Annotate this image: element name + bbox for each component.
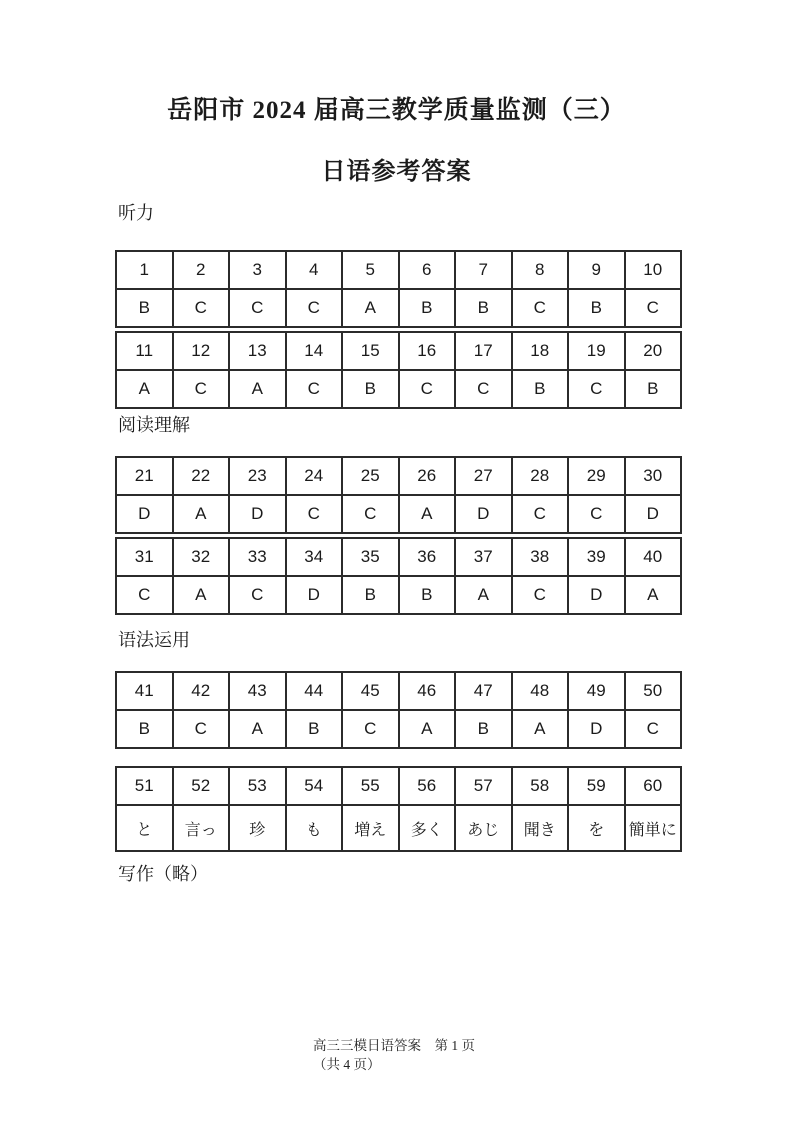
table-cell: B bbox=[399, 289, 456, 327]
table-cell: 42 bbox=[173, 672, 230, 710]
table-cell: 41 bbox=[116, 672, 173, 710]
table-cell: D bbox=[625, 495, 682, 533]
answer-table-q21-30 bbox=[115, 456, 682, 534]
table-cell: B bbox=[625, 370, 682, 408]
table-cell: 25 bbox=[342, 457, 399, 495]
footer-line-2: （共 4 页） bbox=[313, 1057, 381, 1072]
table-cell: 23 bbox=[229, 457, 286, 495]
table-cell: 18 bbox=[512, 332, 569, 370]
table-cell: 36 bbox=[399, 538, 456, 576]
table-cell: 37 bbox=[455, 538, 512, 576]
table-cell: C bbox=[229, 576, 286, 614]
table-cell: C bbox=[173, 710, 230, 748]
table-cell: C bbox=[568, 370, 625, 408]
table-row bbox=[116, 289, 681, 327]
table-row bbox=[116, 332, 681, 370]
table-cell: 21 bbox=[116, 457, 173, 495]
table-cell: 24 bbox=[286, 457, 343, 495]
table-cell: B bbox=[116, 289, 173, 327]
table-cell: B bbox=[455, 710, 512, 748]
table-row bbox=[116, 538, 681, 576]
table-cell: C bbox=[455, 370, 512, 408]
table-cell: 16 bbox=[399, 332, 456, 370]
table-cell: A bbox=[455, 576, 512, 614]
table-cell: 47 bbox=[455, 672, 512, 710]
table-cell: B bbox=[342, 370, 399, 408]
table-cell: C bbox=[173, 370, 230, 408]
table-row bbox=[116, 805, 681, 851]
table-cell: 10 bbox=[625, 251, 682, 289]
table-cell: A bbox=[229, 370, 286, 408]
table-cell: C bbox=[342, 495, 399, 533]
table-cell: 45 bbox=[342, 672, 399, 710]
table-cell: 51 bbox=[116, 767, 173, 805]
table-cell: D bbox=[568, 710, 625, 748]
table-cell: 13 bbox=[229, 332, 286, 370]
table-cell: D bbox=[568, 576, 625, 614]
table-cell: 30 bbox=[625, 457, 682, 495]
answer-table-q31-40 bbox=[115, 537, 682, 615]
section-label-reading: 阅读理解 bbox=[118, 415, 190, 435]
table-row bbox=[116, 710, 681, 748]
table-cell: 聞き bbox=[512, 805, 569, 851]
table-cell: B bbox=[455, 289, 512, 327]
table-cell: C bbox=[286, 289, 343, 327]
table-cell: C bbox=[342, 710, 399, 748]
table-cell: A bbox=[173, 495, 230, 533]
table-cell: 珍 bbox=[229, 805, 286, 851]
table-cell: あじ bbox=[455, 805, 512, 851]
table-cell: A bbox=[342, 289, 399, 327]
table-cell: 54 bbox=[286, 767, 343, 805]
table-cell: 40 bbox=[625, 538, 682, 576]
table-cell: も bbox=[286, 805, 343, 851]
table-row bbox=[116, 495, 681, 533]
table-row bbox=[116, 457, 681, 495]
table-cell: D bbox=[455, 495, 512, 533]
table-row bbox=[116, 576, 681, 614]
table-cell: C bbox=[512, 495, 569, 533]
table-cell: A bbox=[625, 576, 682, 614]
table-cell: 11 bbox=[116, 332, 173, 370]
table-cell: 9 bbox=[568, 251, 625, 289]
table-cell: 22 bbox=[173, 457, 230, 495]
table-cell: B bbox=[116, 710, 173, 748]
table-row bbox=[116, 672, 681, 710]
section-label-listening: 听力 bbox=[118, 203, 154, 223]
table-cell: 20 bbox=[625, 332, 682, 370]
table-cell: 38 bbox=[512, 538, 569, 576]
table-cell: 2 bbox=[173, 251, 230, 289]
table-cell: 50 bbox=[625, 672, 682, 710]
table-cell: B bbox=[512, 370, 569, 408]
table-cell: 52 bbox=[173, 767, 230, 805]
table-cell: 簡単に bbox=[625, 805, 682, 851]
table-cell: 33 bbox=[229, 538, 286, 576]
table-cell: 3 bbox=[229, 251, 286, 289]
table-cell: 1 bbox=[116, 251, 173, 289]
table-cell: 55 bbox=[342, 767, 399, 805]
table-cell: 46 bbox=[399, 672, 456, 710]
page-subtitle: 日语参考答案 bbox=[321, 159, 472, 185]
table-cell: 26 bbox=[399, 457, 456, 495]
table-cell: C bbox=[625, 289, 682, 327]
table-cell: A bbox=[512, 710, 569, 748]
table-row bbox=[116, 251, 681, 289]
table-cell: 27 bbox=[455, 457, 512, 495]
table-cell: D bbox=[286, 576, 343, 614]
page-footer bbox=[313, 1036, 475, 1074]
table-cell: 39 bbox=[568, 538, 625, 576]
table-cell: 28 bbox=[512, 457, 569, 495]
table-cell: A bbox=[399, 710, 456, 748]
table-cell: 8 bbox=[512, 251, 569, 289]
table-cell: 29 bbox=[568, 457, 625, 495]
answer-table-q41-50 bbox=[115, 671, 682, 749]
table-cell: C bbox=[286, 370, 343, 408]
table-cell: 57 bbox=[455, 767, 512, 805]
table-cell: A bbox=[229, 710, 286, 748]
table-cell: 15 bbox=[342, 332, 399, 370]
table-cell: 49 bbox=[568, 672, 625, 710]
table-cell: A bbox=[173, 576, 230, 614]
table-cell: と bbox=[116, 805, 173, 851]
table-cell: 58 bbox=[512, 767, 569, 805]
table-cell: C bbox=[116, 576, 173, 614]
section-label-writing: 写作（略） bbox=[118, 864, 208, 884]
table-cell: A bbox=[116, 370, 173, 408]
table-cell: C bbox=[173, 289, 230, 327]
table-cell: 17 bbox=[455, 332, 512, 370]
footer-line-1: 高三三模日语答案 第 1 页 bbox=[313, 1038, 475, 1053]
table-row bbox=[116, 767, 681, 805]
table-cell: 5 bbox=[342, 251, 399, 289]
table-cell: 12 bbox=[173, 332, 230, 370]
table-cell: C bbox=[512, 576, 569, 614]
table-cell: 48 bbox=[512, 672, 569, 710]
table-cell: 60 bbox=[625, 767, 682, 805]
table-cell: 31 bbox=[116, 538, 173, 576]
table-cell: C bbox=[286, 495, 343, 533]
table-cell: B bbox=[342, 576, 399, 614]
table-cell: 4 bbox=[286, 251, 343, 289]
page-title: 岳阳市 2024 届高三教学质量监测（三） bbox=[167, 97, 626, 124]
table-cell: 増え bbox=[342, 805, 399, 851]
table-cell: 32 bbox=[173, 538, 230, 576]
answer-table-q51-60 bbox=[115, 766, 682, 852]
table-cell: 56 bbox=[399, 767, 456, 805]
table-cell: C bbox=[399, 370, 456, 408]
table-cell: 34 bbox=[286, 538, 343, 576]
table-cell: B bbox=[568, 289, 625, 327]
table-cell: C bbox=[229, 289, 286, 327]
table-cell: C bbox=[625, 710, 682, 748]
table-cell: C bbox=[568, 495, 625, 533]
answer-table-q11-20 bbox=[115, 331, 682, 409]
table-cell: B bbox=[399, 576, 456, 614]
table-cell: 多く bbox=[399, 805, 456, 851]
table-row bbox=[116, 370, 681, 408]
table-cell: を bbox=[568, 805, 625, 851]
table-cell: D bbox=[229, 495, 286, 533]
table-cell: 6 bbox=[399, 251, 456, 289]
table-cell: 43 bbox=[229, 672, 286, 710]
table-cell: 35 bbox=[342, 538, 399, 576]
table-cell: 59 bbox=[568, 767, 625, 805]
table-cell: A bbox=[399, 495, 456, 533]
table-cell: 7 bbox=[455, 251, 512, 289]
table-cell: 53 bbox=[229, 767, 286, 805]
table-cell: 19 bbox=[568, 332, 625, 370]
answer-table-q1-10 bbox=[115, 250, 682, 328]
table-cell: B bbox=[286, 710, 343, 748]
table-cell: 44 bbox=[286, 672, 343, 710]
section-label-grammar: 语法运用 bbox=[118, 630, 190, 650]
table-cell: 14 bbox=[286, 332, 343, 370]
table-cell: C bbox=[512, 289, 569, 327]
table-cell: D bbox=[116, 495, 173, 533]
table-cell: 言っ bbox=[173, 805, 230, 851]
